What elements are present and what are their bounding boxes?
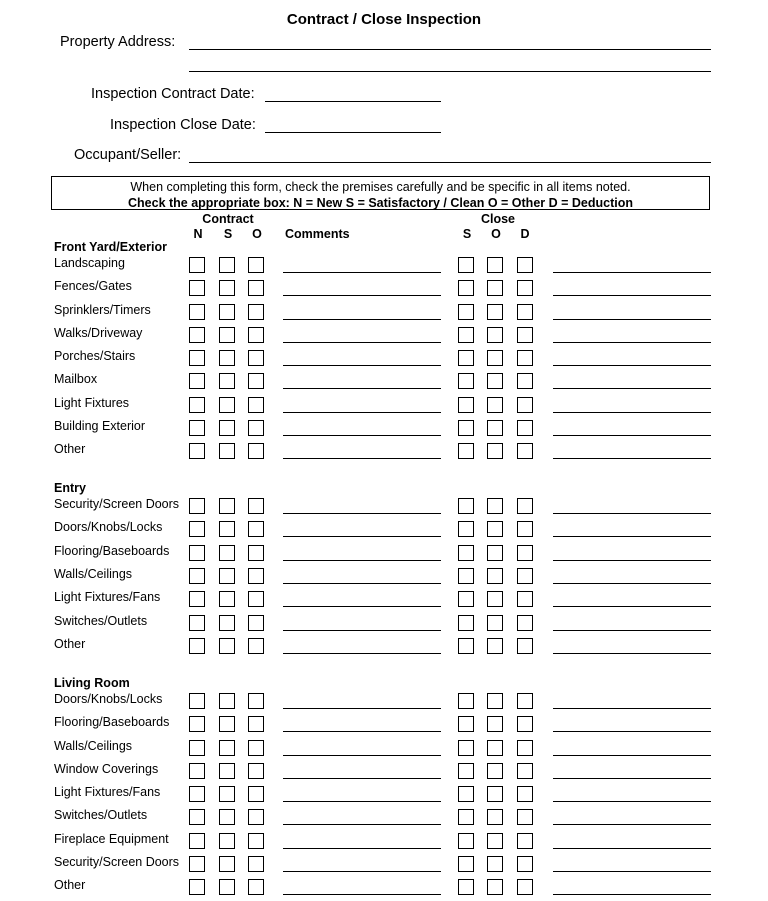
close-s-checkbox[interactable]	[458, 521, 474, 537]
contract-o-checkbox[interactable]	[248, 833, 264, 849]
contract-o-header: O	[252, 227, 262, 241]
contract-s-checkbox[interactable]	[219, 350, 235, 366]
close-o-checkbox[interactable]	[487, 740, 503, 756]
close-s-checkbox[interactable]	[458, 397, 474, 413]
close-o-checkbox[interactable]	[487, 545, 503, 561]
close-o-checkbox[interactable]	[487, 879, 503, 895]
contract-o-checkbox[interactable]	[248, 521, 264, 537]
close-comment-line[interactable]	[553, 653, 711, 654]
contract-s-checkbox[interactable]	[219, 809, 235, 825]
close-d-checkbox[interactable]	[517, 443, 533, 459]
close-d-checkbox[interactable]	[517, 397, 533, 413]
contract-comment-line[interactable]	[283, 894, 441, 895]
contract-s-checkbox[interactable]	[219, 833, 235, 849]
item-label: Other	[54, 878, 86, 893]
contract-o-checkbox[interactable]	[248, 716, 264, 732]
contract-s-checkbox[interactable]	[219, 615, 235, 631]
item-label: Light Fixtures/Fans	[54, 590, 161, 605]
occupant-label: Occupant/Seller:	[74, 147, 182, 163]
close-comment-line[interactable]	[553, 513, 711, 514]
close-d-checkbox[interactable]	[517, 498, 533, 514]
contract-s-checkbox[interactable]	[219, 879, 235, 895]
contract-n-checkbox[interactable]	[189, 740, 205, 756]
close-o-checkbox[interactable]	[487, 638, 503, 654]
contract-n-checkbox[interactable]	[189, 638, 205, 654]
contract-o-checkbox[interactable]	[248, 350, 264, 366]
item-label: Flooring/Baseboards	[54, 715, 170, 730]
section-title: Entry	[54, 481, 86, 495]
contract-s-checkbox[interactable]	[219, 856, 235, 872]
property-address-line-2[interactable]	[189, 71, 711, 72]
close-d-header: D	[520, 227, 530, 241]
close-d-checkbox[interactable]	[517, 740, 533, 756]
contract-s-checkbox[interactable]	[219, 327, 235, 343]
contract-o-checkbox[interactable]	[248, 763, 264, 779]
contract-o-checkbox[interactable]	[248, 615, 264, 631]
close-d-checkbox[interactable]	[517, 809, 533, 825]
close-d-checkbox[interactable]	[517, 304, 533, 320]
contract-s-checkbox[interactable]	[219, 740, 235, 756]
close-comment-line[interactable]	[553, 365, 711, 366]
contract-comment-line[interactable]	[283, 342, 441, 343]
close-header: Close	[480, 212, 516, 226]
close-s-checkbox[interactable]	[458, 420, 474, 436]
item-label: Fences/Gates	[54, 279, 132, 294]
contract-comment-line[interactable]	[283, 708, 441, 709]
close-comment-line[interactable]	[553, 824, 711, 825]
contract-s-header: S	[223, 227, 233, 241]
form-title: Contract / Close Inspection	[286, 11, 482, 28]
contract-s-checkbox[interactable]	[219, 638, 235, 654]
close-comment-line[interactable]	[553, 848, 711, 849]
close-o-header: O	[491, 227, 501, 241]
close-o-checkbox[interactable]	[487, 350, 503, 366]
close-s-checkbox[interactable]	[458, 638, 474, 654]
contract-o-checkbox[interactable]	[248, 591, 264, 607]
close-comment-line[interactable]	[553, 272, 711, 273]
item-label: Security/Screen Doors	[54, 497, 180, 511]
contract-s-checkbox[interactable]	[219, 568, 235, 584]
close-o-checkbox[interactable]	[487, 615, 503, 631]
contract-o-checkbox[interactable]	[248, 280, 264, 296]
close-d-checkbox[interactable]	[517, 257, 533, 273]
contract-o-checkbox[interactable]	[248, 327, 264, 343]
contract-comment-line[interactable]	[283, 583, 441, 584]
contract-n-header: N	[193, 227, 203, 241]
close-d-checkbox[interactable]	[517, 615, 533, 631]
close-s-checkbox[interactable]	[458, 740, 474, 756]
contract-o-checkbox[interactable]	[248, 693, 264, 709]
contract-comment-line[interactable]	[283, 513, 441, 514]
contract-s-checkbox[interactable]	[219, 786, 235, 802]
close-o-checkbox[interactable]	[487, 498, 503, 514]
contract-comment-line[interactable]	[283, 295, 441, 296]
contract-comment-line[interactable]	[283, 630, 441, 631]
contract-comment-line[interactable]	[283, 801, 441, 802]
item-label: Walls/Ceilings	[54, 566, 133, 581]
close-comment-line[interactable]	[553, 871, 711, 872]
close-o-checkbox[interactable]	[487, 443, 503, 459]
close-s-checkbox[interactable]	[458, 568, 474, 584]
contract-comment-line[interactable]	[283, 778, 441, 779]
contract-o-checkbox[interactable]	[248, 373, 264, 389]
close-comment-line[interactable]	[553, 560, 711, 561]
contract-s-checkbox[interactable]	[219, 443, 235, 459]
item-label: Light Fixtures/Fans	[54, 785, 161, 800]
close-s-checkbox[interactable]	[458, 304, 474, 320]
close-comment-line[interactable]	[553, 606, 711, 607]
contract-comment-line[interactable]	[283, 365, 441, 366]
close-d-checkbox[interactable]	[517, 350, 533, 366]
property-address-line-1[interactable]	[189, 49, 711, 50]
contract-s-checkbox[interactable]	[219, 280, 235, 296]
contract-comment-line[interactable]	[283, 606, 441, 607]
contract-o-checkbox[interactable]	[248, 545, 264, 561]
contract-comment-line[interactable]	[283, 412, 441, 413]
contract-date-label: Inspection Contract Date:	[91, 86, 255, 102]
close-s-checkbox[interactable]	[458, 591, 474, 607]
contract-n-checkbox[interactable]	[189, 591, 205, 607]
occupant-line[interactable]	[189, 162, 711, 163]
close-o-checkbox[interactable]	[487, 373, 503, 389]
close-d-checkbox[interactable]	[517, 786, 533, 802]
item-label: Doors/Knobs/Locks	[54, 692, 163, 706]
close-d-checkbox[interactable]	[517, 521, 533, 537]
contract-n-checkbox[interactable]	[189, 693, 205, 709]
item-label: Walks/Driveway	[54, 325, 143, 340]
contract-s-checkbox[interactable]	[219, 591, 235, 607]
contract-n-checkbox[interactable]	[189, 443, 205, 459]
close-d-checkbox[interactable]	[517, 568, 533, 584]
contract-n-checkbox[interactable]	[189, 327, 205, 343]
contract-n-checkbox[interactable]	[189, 615, 205, 631]
close-s-checkbox[interactable]	[458, 856, 474, 872]
contract-o-checkbox[interactable]	[248, 809, 264, 825]
close-d-checkbox[interactable]	[517, 327, 533, 343]
close-comment-line[interactable]	[553, 458, 711, 459]
contract-s-checkbox[interactable]	[219, 521, 235, 537]
contract-n-checkbox[interactable]	[189, 879, 205, 895]
item-label: Fireplace Equipment	[54, 831, 169, 846]
item-label: Switches/Outlets	[54, 808, 148, 823]
close-s-checkbox[interactable]	[458, 327, 474, 343]
contract-s-checkbox[interactable]	[219, 716, 235, 732]
contract-n-checkbox[interactable]	[189, 568, 205, 584]
close-comment-line[interactable]	[553, 435, 711, 436]
close-comment-line[interactable]	[553, 778, 711, 779]
contract-comment-line[interactable]	[283, 536, 441, 537]
contract-n-checkbox[interactable]	[189, 786, 205, 802]
item-label: Switches/Outlets	[54, 613, 148, 628]
contract-n-checkbox[interactable]	[189, 373, 205, 389]
item-label: Other	[54, 442, 86, 456]
item-label: Landscaping	[54, 256, 125, 270]
item-label: Light Fixtures	[54, 395, 130, 410]
close-s-checkbox[interactable]	[458, 373, 474, 389]
contract-o-checkbox[interactable]	[248, 397, 264, 413]
contract-comment-line[interactable]	[283, 435, 441, 436]
close-s-checkbox[interactable]	[458, 498, 474, 514]
instructions-line-1: When completing this form, check the premises carefully and be specific in all items noted.	[130, 180, 631, 194]
close-s-checkbox[interactable]	[458, 693, 474, 709]
contract-o-checkbox[interactable]	[248, 786, 264, 802]
contract-n-checkbox[interactable]	[189, 856, 205, 872]
contract-n-checkbox[interactable]	[189, 833, 205, 849]
close-o-checkbox[interactable]	[487, 280, 503, 296]
item-label: Other	[54, 636, 86, 651]
close-o-checkbox[interactable]	[487, 833, 503, 849]
close-o-checkbox[interactable]	[487, 716, 503, 732]
contract-comment-line[interactable]	[283, 560, 441, 561]
contract-n-checkbox[interactable]	[189, 397, 205, 413]
contract-n-checkbox[interactable]	[189, 716, 205, 732]
contract-o-checkbox[interactable]	[248, 257, 264, 273]
contract-o-checkbox[interactable]	[248, 879, 264, 895]
close-s-checkbox[interactable]	[458, 615, 474, 631]
section-title: Living Room	[54, 676, 130, 690]
close-s-checkbox[interactable]	[458, 833, 474, 849]
contract-o-checkbox[interactable]	[248, 420, 264, 436]
close-s-checkbox[interactable]	[458, 786, 474, 802]
close-d-checkbox[interactable]	[517, 420, 533, 436]
close-d-checkbox[interactable]	[517, 638, 533, 654]
close-comment-line[interactable]	[553, 801, 711, 802]
contract-n-checkbox[interactable]	[189, 280, 205, 296]
contract-comment-line[interactable]	[283, 388, 441, 389]
close-o-checkbox[interactable]	[487, 304, 503, 320]
close-o-checkbox[interactable]	[487, 257, 503, 273]
close-comment-line[interactable]	[553, 708, 711, 709]
close-o-checkbox[interactable]	[487, 591, 503, 607]
close-o-checkbox[interactable]	[487, 327, 503, 343]
comments-header: Comments	[285, 227, 350, 241]
close-o-checkbox[interactable]	[487, 763, 503, 779]
close-d-checkbox[interactable]	[517, 693, 533, 709]
close-comment-line[interactable]	[553, 894, 711, 895]
close-o-checkbox[interactable]	[487, 420, 503, 436]
contract-n-checkbox[interactable]	[189, 498, 205, 514]
close-o-checkbox[interactable]	[487, 856, 503, 872]
close-s-checkbox[interactable]	[458, 716, 474, 732]
close-d-checkbox[interactable]	[517, 763, 533, 779]
contract-comment-line[interactable]	[283, 319, 441, 320]
item-label: Window Coverings	[54, 761, 159, 776]
close-d-checkbox[interactable]	[517, 879, 533, 895]
contract-date-line[interactable]	[265, 101, 441, 102]
close-d-checkbox[interactable]	[517, 373, 533, 389]
item-label: Doors/Knobs/Locks	[54, 520, 163, 535]
contract-o-checkbox[interactable]	[248, 740, 264, 756]
contract-comment-line[interactable]	[283, 653, 441, 654]
contract-s-checkbox[interactable]	[219, 420, 235, 436]
close-s-checkbox[interactable]	[458, 545, 474, 561]
contract-o-checkbox[interactable]	[248, 304, 264, 320]
contract-comment-line[interactable]	[283, 458, 441, 459]
property-address-label: Property Address:	[60, 34, 176, 50]
close-comment-line[interactable]	[553, 630, 711, 631]
item-label: Walls/Ceilings	[54, 738, 133, 753]
close-comment-line[interactable]	[553, 731, 711, 732]
contract-s-checkbox[interactable]	[219, 545, 235, 561]
contract-s-checkbox[interactable]	[219, 304, 235, 320]
close-d-checkbox[interactable]	[517, 591, 533, 607]
close-d-checkbox[interactable]	[517, 833, 533, 849]
close-comment-line[interactable]	[553, 388, 711, 389]
close-date-label: Inspection Close Date:	[110, 117, 256, 133]
close-s-checkbox[interactable]	[458, 443, 474, 459]
contract-comment-line[interactable]	[283, 731, 441, 732]
close-o-checkbox[interactable]	[487, 521, 503, 537]
contract-n-checkbox[interactable]	[189, 420, 205, 436]
close-comment-line[interactable]	[553, 583, 711, 584]
item-label: Mailbox	[54, 372, 98, 387]
close-s-checkbox[interactable]	[458, 809, 474, 825]
contract-n-checkbox[interactable]	[189, 763, 205, 779]
item-label: Security/Screen Doors	[54, 854, 180, 869]
close-o-checkbox[interactable]	[487, 786, 503, 802]
close-comment-line[interactable]	[553, 319, 711, 320]
close-s-checkbox[interactable]	[458, 879, 474, 895]
close-d-checkbox[interactable]	[517, 280, 533, 296]
contract-n-checkbox[interactable]	[189, 545, 205, 561]
instructions-box	[51, 176, 710, 210]
item-label: Flooring/Baseboards	[54, 543, 170, 558]
close-d-checkbox[interactable]	[517, 716, 533, 732]
close-s-header: S	[462, 227, 472, 241]
contract-s-checkbox[interactable]	[219, 373, 235, 389]
contract-n-checkbox[interactable]	[189, 350, 205, 366]
instructions-line-2: Check the appropriate box: N = New S = Satisfactory / Clean O = Other D = Deduction	[128, 196, 633, 210]
contract-s-checkbox[interactable]	[219, 498, 235, 514]
contract-n-checkbox[interactable]	[189, 304, 205, 320]
item-label: Porches/Stairs	[54, 349, 136, 363]
close-o-checkbox[interactable]	[487, 397, 503, 413]
close-comment-line[interactable]	[553, 342, 711, 343]
contract-comment-line[interactable]	[283, 755, 441, 756]
contract-o-checkbox[interactable]	[248, 443, 264, 459]
section-title: Front Yard/Exterior	[54, 240, 167, 254]
contract-o-checkbox[interactable]	[248, 856, 264, 872]
close-o-checkbox[interactable]	[487, 809, 503, 825]
close-comment-line[interactable]	[553, 536, 711, 537]
contract-comment-line[interactable]	[283, 871, 441, 872]
close-comment-line[interactable]	[553, 412, 711, 413]
contract-o-checkbox[interactable]	[248, 498, 264, 514]
close-s-checkbox[interactable]	[458, 257, 474, 273]
contract-n-checkbox[interactable]	[189, 521, 205, 537]
contract-o-checkbox[interactable]	[248, 638, 264, 654]
close-o-checkbox[interactable]	[487, 693, 503, 709]
close-s-checkbox[interactable]	[458, 350, 474, 366]
contract-s-checkbox[interactable]	[219, 397, 235, 413]
item-label: Sprinklers/Timers	[54, 302, 151, 317]
contract-header: Contract	[202, 212, 254, 226]
close-o-checkbox[interactable]	[487, 568, 503, 584]
close-comment-line[interactable]	[553, 755, 711, 756]
close-s-checkbox[interactable]	[458, 763, 474, 779]
close-d-checkbox[interactable]	[517, 856, 533, 872]
close-comment-line[interactable]	[553, 295, 711, 296]
contract-s-checkbox[interactable]	[219, 257, 235, 273]
contract-n-checkbox[interactable]	[189, 257, 205, 273]
contract-s-checkbox[interactable]	[219, 763, 235, 779]
contract-comment-line[interactable]	[283, 848, 441, 849]
contract-s-checkbox[interactable]	[219, 693, 235, 709]
contract-comment-line[interactable]	[283, 272, 441, 273]
close-date-line[interactable]	[265, 132, 441, 133]
item-label: Building Exterior	[54, 418, 146, 433]
contract-o-checkbox[interactable]	[248, 568, 264, 584]
contract-comment-line[interactable]	[283, 824, 441, 825]
close-d-checkbox[interactable]	[517, 545, 533, 561]
contract-n-checkbox[interactable]	[189, 809, 205, 825]
close-s-checkbox[interactable]	[458, 280, 474, 296]
